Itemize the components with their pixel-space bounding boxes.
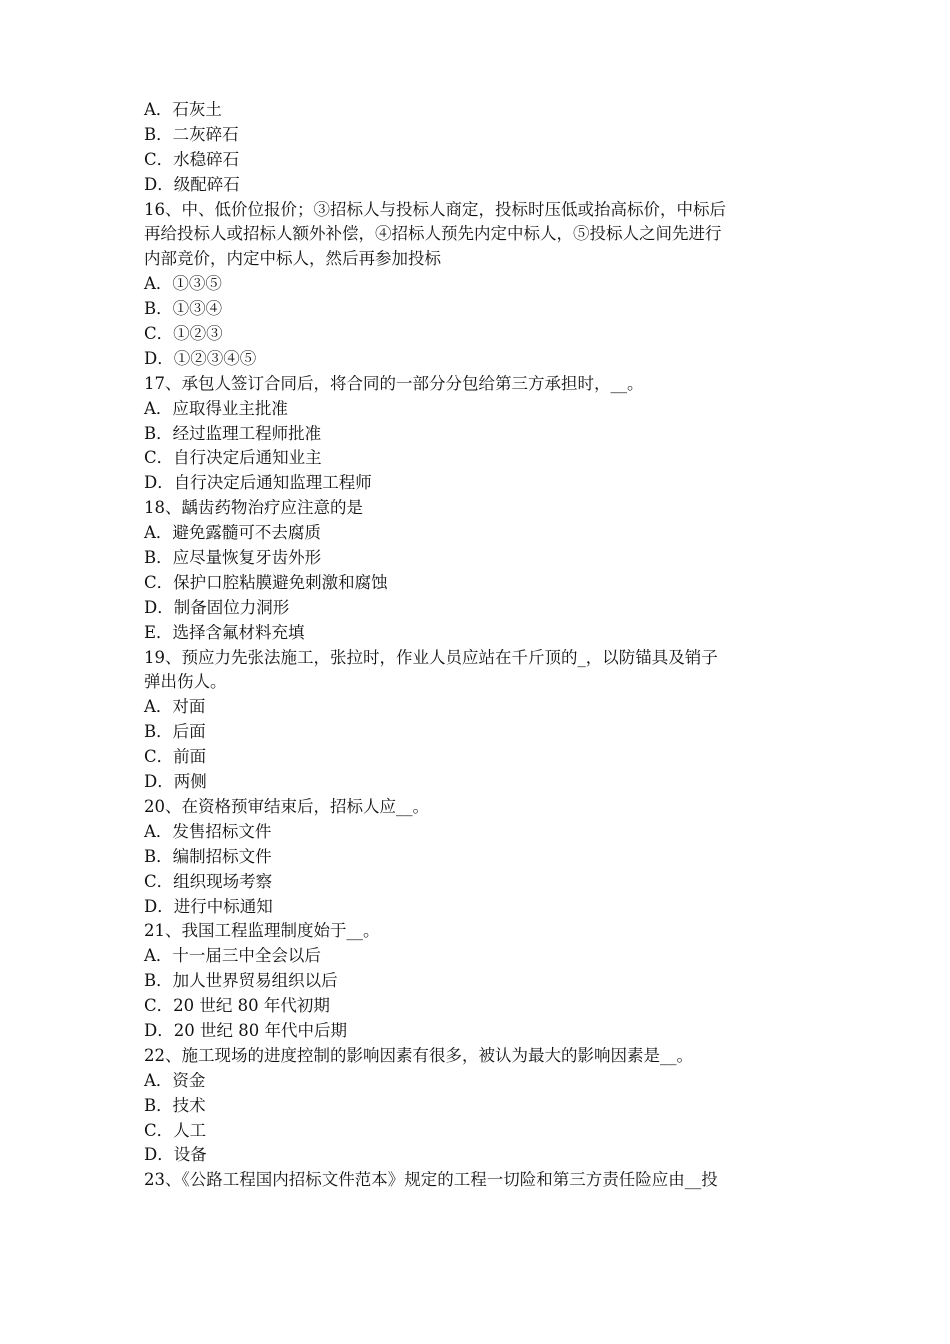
text-line: D．自行决定后通知监理工程师 — [144, 473, 372, 493]
text-line: C．①②③ — [144, 324, 223, 344]
text-line: C．组织现场考察 — [144, 871, 273, 891]
text-line: 再给投标人或招标人额外补偿，④招标人预先内定中标人，⑤投标人之间先进行 — [144, 224, 722, 244]
text-line: D．20 世纪 80 年代中后期 — [144, 1020, 347, 1040]
text-line: B．技术 — [144, 1095, 206, 1115]
text-line: B．应尽量恢复牙齿外形 — [144, 548, 322, 568]
document-body — [144, 98, 824, 1193]
text-line: D．级配碎石 — [144, 174, 240, 194]
text-line: B．加人世界贸易组织以后 — [144, 971, 338, 991]
text-line: A．资金 — [144, 1070, 206, 1090]
text-line: C．保护口腔粘膜避免刺激和腐蚀 — [144, 572, 388, 592]
text-line: 内部竞价，内定中标人，然后再参加投标 — [144, 249, 441, 269]
text-line: D．进行中标通知 — [144, 896, 273, 916]
text-line: D．两侧 — [144, 772, 207, 792]
text-line: C．前面 — [144, 747, 207, 767]
text-line: B．后面 — [144, 722, 206, 742]
text-line: E．选择含氟材料充填 — [144, 622, 305, 642]
text-line: 19、预应力先张法施工，张拉时，作业人员应站在千斤顶的_，以防锚具及销子 — [144, 647, 718, 667]
text-line: A．发售招标文件 — [144, 821, 272, 841]
text-line: A．避免露髓可不去腐质 — [144, 523, 321, 543]
text-line: 18、龋齿药物治疗应注意的是 — [144, 498, 363, 518]
text-line: A．十一届三中全会以后 — [144, 946, 321, 966]
text-line: D．设备 — [144, 1145, 207, 1165]
text-line: B．①③④ — [144, 299, 223, 319]
text-line: 23、《公路工程国内招标文件范本》规定的工程一切险和第三方责任险应由__投 — [144, 1170, 718, 1190]
text-line: D．①②③④⑤ — [144, 348, 257, 368]
text-line: A．应取得业主批准 — [144, 398, 288, 418]
text-line: C．自行决定后通知业主 — [144, 448, 322, 468]
text-line: 17、承包人签订合同后，将合同的一部分分包给第三方承担时，__。 — [144, 373, 644, 393]
text-line: 20、在资格预审结束后，招标人应__。 — [144, 796, 429, 816]
text-line: C．水稳碎石 — [144, 149, 240, 169]
text-line: B．二灰碎石 — [144, 124, 239, 144]
text-line: 弹出伤人。 — [144, 672, 227, 692]
text-line: C．20 世纪 80 年代初期 — [144, 996, 330, 1016]
text-line: 16、中、低价位报价；③招标人与投标人商定，投标时压低或抬高标价，中标后 — [144, 199, 726, 219]
text-line: A．对面 — [144, 697, 206, 717]
text-line: 22、施工现场的进度控制的影响因素有很多，被认为最大的影响因素是__。 — [144, 1045, 693, 1065]
text-line: A．石灰土 — [144, 100, 222, 119]
text-line: 21、我国工程监理制度始于__。 — [144, 921, 380, 941]
text-line: B．经过监理工程师批准 — [144, 423, 322, 443]
text-line: D．制备固位力洞形 — [144, 597, 290, 617]
text-line: B．编制招标文件 — [144, 846, 272, 866]
text-line: A．①③⑤ — [144, 274, 222, 294]
text-line: C．人工 — [144, 1120, 207, 1140]
